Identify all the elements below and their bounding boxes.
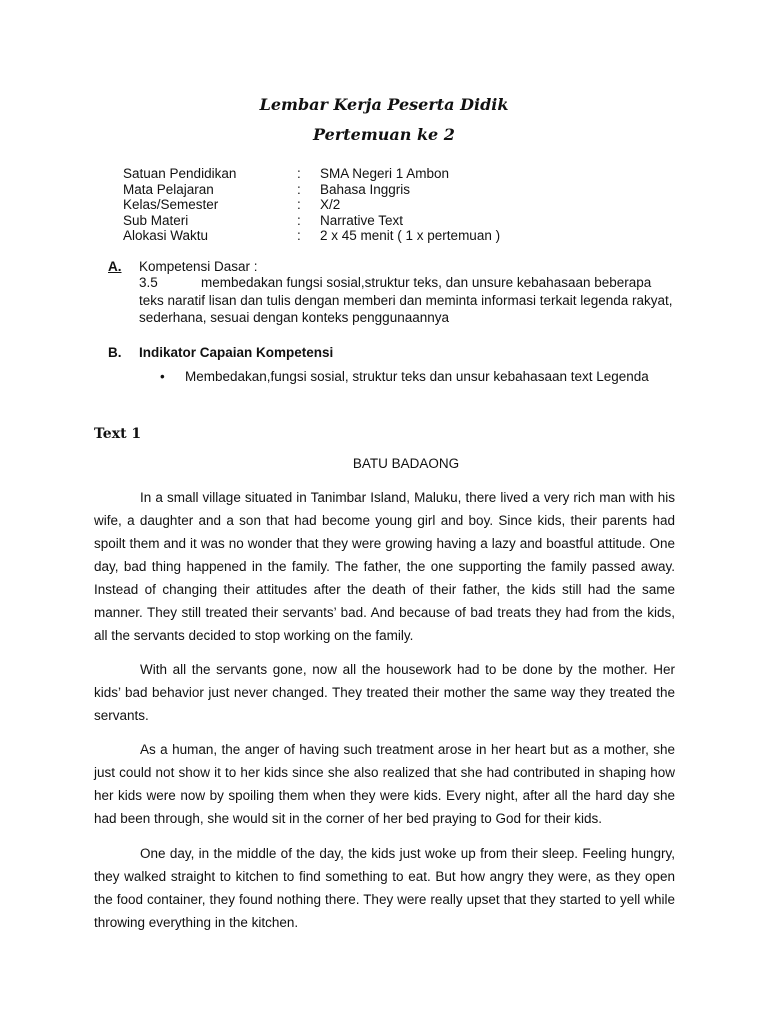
section-a-letter: A. <box>108 259 122 274</box>
section-b-title: Indikator Capaian Kompetensi <box>139 345 334 360</box>
story-paragraph-2 <box>94 658 675 727</box>
info-row <box>123 182 500 198</box>
indicator-list-item <box>160 368 649 385</box>
info-label: Mata Pelajaran <box>123 181 214 197</box>
info-separator: : <box>297 197 301 212</box>
story-title: BATU BADAONG <box>352 456 460 471</box>
info-value: X/2 <box>320 197 341 212</box>
info-separator: : <box>297 228 301 243</box>
section-a-title: Kompetensi Dasar : <box>139 259 258 274</box>
info-label: Kelas/Semester <box>123 197 219 212</box>
story-paragraph-4 <box>94 842 675 934</box>
section-b-heading <box>108 345 333 360</box>
info-value: 2 x 45 menit ( 1 x pertemuan ) <box>320 228 501 243</box>
paragraph-text: In a small village situated in Tanimbar Island, Maluku, there lived a very rich man with his wife, a daughter and a son that had become young girl and boy. Since kids, their parents had spoilt them and it was no wonder that they were growing having a lazy and boastful attitude. One day, bad thing happened in the family. The father, the one supporting the family passed away. Instead of changing their attitudes after the death of their father, the kids still had the same manner. They still treated their servants’ bad. And because of bad treats they had from the kids, all the servants decided to stop working on the family. <box>94 490 675 643</box>
info-row <box>123 213 500 229</box>
paragraph-text: With all the servants gone, now all the housework had to be done by the mother. Her kids’ bad behavior just never changed. They treated their mother the same way they treated the servants. <box>94 662 675 723</box>
document-subtitle: Pertemuan ke 2 <box>313 125 455 144</box>
paragraph-text: As a human, the anger of having such treatment arose in her heart but as a mother, she just could not show it to her kids since she also realized that she had contributed in shaping how her kids were now by spoiling them when they were kids. Every night, after all the hard day she had been through, she would sit in the corner of her bed praying to God for their kids. <box>94 742 675 826</box>
info-label: Sub Materi <box>123 212 189 228</box>
document-title: Lembar Kerja Peserta Didik <box>259 95 509 114</box>
info-separator: : <box>297 166 301 181</box>
info-row <box>123 228 500 244</box>
bullet-icon: • <box>160 369 165 384</box>
story-paragraph-1 <box>94 486 675 647</box>
info-value: Narrative Text <box>320 212 404 228</box>
section-b-letter: B. <box>108 345 122 360</box>
info-separator: : <box>297 212 301 228</box>
info-row <box>123 166 500 182</box>
info-row <box>123 197 500 213</box>
text-label: Text 1 <box>94 426 142 442</box>
info-label: Satuan Pendidikan <box>123 166 237 181</box>
info-table <box>123 166 500 244</box>
paragraph-text: One day, in the middle of the day, the kids just woke up from their sleep. Feeling hungry, they walked straight to kitchen to find something to eat. But how angry they were, as they open the food container, they found nothing there. They were really upset that they started to yell while throwing everything in the kitchen. <box>94 846 675 930</box>
story-paragraph-3 <box>94 738 675 830</box>
info-label: Alokasi Waktu <box>123 228 209 243</box>
info-value: Bahasa Inggris <box>320 181 411 197</box>
indicator-text: Membedakan,fungsi sosial, struktur teks dan unsur kebahasaan text Legenda <box>185 369 649 384</box>
info-value: SMA Negeri 1 Ambon <box>320 166 450 181</box>
section-a-heading <box>108 259 258 274</box>
kompetensi-dasar-text <box>139 274 679 327</box>
kompetensi-description: membedakan fungsi sosial,struktur teks, dan unsure kebahasaan beberapa teks naratif lisan dan tulis dengan memberi dan meminta informasi terkait legenda rakyat, sederhana, sesuai dengan konteks penggunaannya <box>139 275 673 325</box>
kompetensi-number: 3.5 <box>139 275 158 290</box>
info-separator: : <box>297 181 301 197</box>
